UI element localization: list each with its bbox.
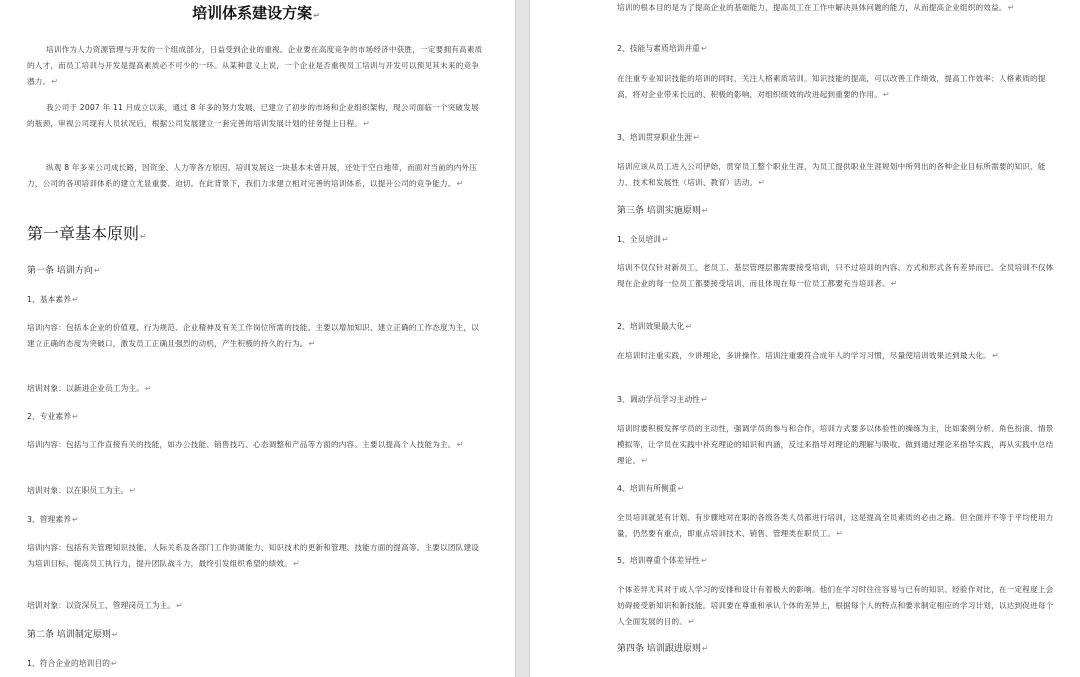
item-target-1: 培训对象：以新进企业员工为主。 ↵	[27, 383, 485, 395]
intro-paragraph-3: 纵观 8 年多来公司成长路，因资金、人力等各方原因，培训发展这一块基本未曾开展，还处于空白地带，而面对当前的内外压力，公司的各项培训体系的建立尤显重要、迫切。在此背景下，我们力求建立相对完善的培训体系，以提升公司的竞争能力。 ↵	[27, 160, 485, 192]
principle-content-3: 培训应该从员工进入公司伊始，贯穿员工整个职业生涯，为员工提供职业生涯规划中所列出的各种企业目标所需要的知识、能力、技术和发展性（培训、教育）活动。 ↵	[617, 159, 1057, 191]
implementation-content-2: 在培训时注重实践，少讲理论，多讲操作。培训注重要符合成年人的学习习惯，尽量使培训效果达到最大化。 ↵	[617, 348, 1057, 364]
article-heading-3: 第三条 培训实施原则 ↵	[617, 205, 1057, 217]
implementation-title-3: 3、调动学员学习主动性 ↵	[617, 394, 1057, 406]
item-title-2: 2、专业素养 ↵	[27, 411, 485, 423]
principle-title-2: 2、技能与素质培训并重 ↵	[617, 43, 1057, 55]
item-content-1: 培训内容：包括本企业的价值观、行为规范、企业精神及有关工作岗位所需的技能。主要以增加知识、建立正确的工作态度为主，以建立正确的态度为突破口，激发员工正确且强烈的动机，产生积极的持久的行为。 ↵	[27, 320, 485, 352]
paragraph-top: 培训的根本目的是为了提高企业的基础能力，提高员工在工作中解决具体问题的能力，从而提高企业组织的效益。 ↵	[617, 0, 1057, 16]
chapter-heading: 第一章基本原则 ↵	[27, 224, 485, 247]
principle-title-3: 3、培训贯穿职业生涯 ↵	[617, 132, 1057, 144]
article-2-item-1: 1、符合企业的培训目的 ↵	[27, 658, 485, 670]
implementation-title-1: 1、全员培训 ↵	[617, 234, 1057, 246]
implementation-content-5: 个体差异尤其对于成人学习的安排和设计有着极大的影响。他们在学习时往往容易与已有的知识、经验作对比，在一定程度上会妨碍接受新知识和新技能。培训要在尊重和承认个体的差异上，根据每个人的特点和要求制定相应的学习计划，以达到促进每个人全面发展的目的。 ↵	[617, 582, 1057, 630]
item-target-3: 培训对象：以资深员工、管理岗员工为主。 ↵	[27, 600, 485, 612]
implementation-title-4: 4、培训有所侧重 ↵	[617, 483, 1057, 495]
item-content-3: 培训内容：包括有关管理知识技能、人际关系及各部门工作协调能力、知识技术的更新和管理、技能方面的提高等。主要以团队建设为培训目标，提高员工执行力，提升团队战斗力，最终引发组织希望的绩效。 ↵	[27, 540, 485, 572]
principle-content-2: 在注重专业知识技能的培训的同时，关注人格素质培训。知识技能的提高，可以改善工作绩效，提高工作效率；人格素质的提高，将对企业带来长远的、积极的影响，对组织绩效的改进起到重要的作用。 ↵	[617, 71, 1057, 103]
item-title-3: 3、管理素养 ↵	[27, 514, 485, 526]
implementation-content-1: 培训不仅仅针对新员工，老员工、基层管理层都需要接受培训，只不过培训的内容、方式和形式各有差异而已。全员培训不仅体现在企业的每一位员工都要接受培训，而且体现在每一位员工都要充当培训者。 ↵	[617, 260, 1057, 292]
article-heading-1: 第一条 培训方向 ↵	[27, 265, 485, 277]
item-content-2: 培训内容：包括与工作直接有关的技能，如办公技能、销售技巧、心态调整和产品等方面的内容。主要以提高个人技能为主。 ↵	[27, 437, 485, 453]
intro-paragraph-2: 我公司于 2007 年 11 月成立以来，通过 8 年多的努力发展，已建立了初步的市场和企业组织架构，现公司面临一个突破发展的瓶颈，审视公司现有人员状况后，根据公司发展建立一套完善的培训发展计划的任务提上日程。 ↵	[27, 100, 485, 132]
implementation-content-3: 培训时要积极发挥学员的主动性，强调学员的参与和合作，培训方式要多以体验性的操练为主，比如案例分析、角色扮演、情景模拟等，让学员在实践中补充理论的知识和内涵，反过来指导对理论的理解与吸收。做到通过理论来指导实践，再从实践中总结理论。 ↵	[617, 421, 1057, 469]
implementation-title-5: 5、培训尊重个体差异性 ↵	[617, 555, 1057, 567]
intro-paragraph-1: 培训作为人力资源管理与开发的一个组成部分，日益受到企业的重视。企业要在高度竞争的市场经济中获胜，一定要拥有高素质的人才，而员工培训与开发是提高素质必不可少的一环。从某种意义上说，一个企业是否重视员工培训与开发可以预见其未来的竞争潜力。 ↵	[27, 42, 485, 90]
document-page-right	[530, 0, 1080, 677]
article-heading-2: 第二条 培训制定原则 ↵	[27, 629, 485, 641]
page-gap	[515, 0, 530, 677]
implementation-content-4: 全员培训就是有计划、有步骤地对在职的各级各类人员都进行培训，这是提高全员素质的必由之路。但全面并不等于平均使用力量，仍然要有重点，即重点培训技术、销售、管理类在职员工。 ↵	[617, 510, 1057, 542]
article-heading-4: 第四条 培训跟进原则 ↵	[617, 643, 1057, 655]
implementation-title-2: 2、培训效果最大化 ↵	[617, 321, 1057, 333]
item-title-1: 1、基本素养 ↵	[27, 294, 485, 306]
item-target-2: 培训对象：以在职员工为主。 ↵	[27, 485, 485, 497]
document-page-left	[0, 0, 515, 677]
document-title: 培训体系建设方案 ↵	[27, 3, 485, 26]
